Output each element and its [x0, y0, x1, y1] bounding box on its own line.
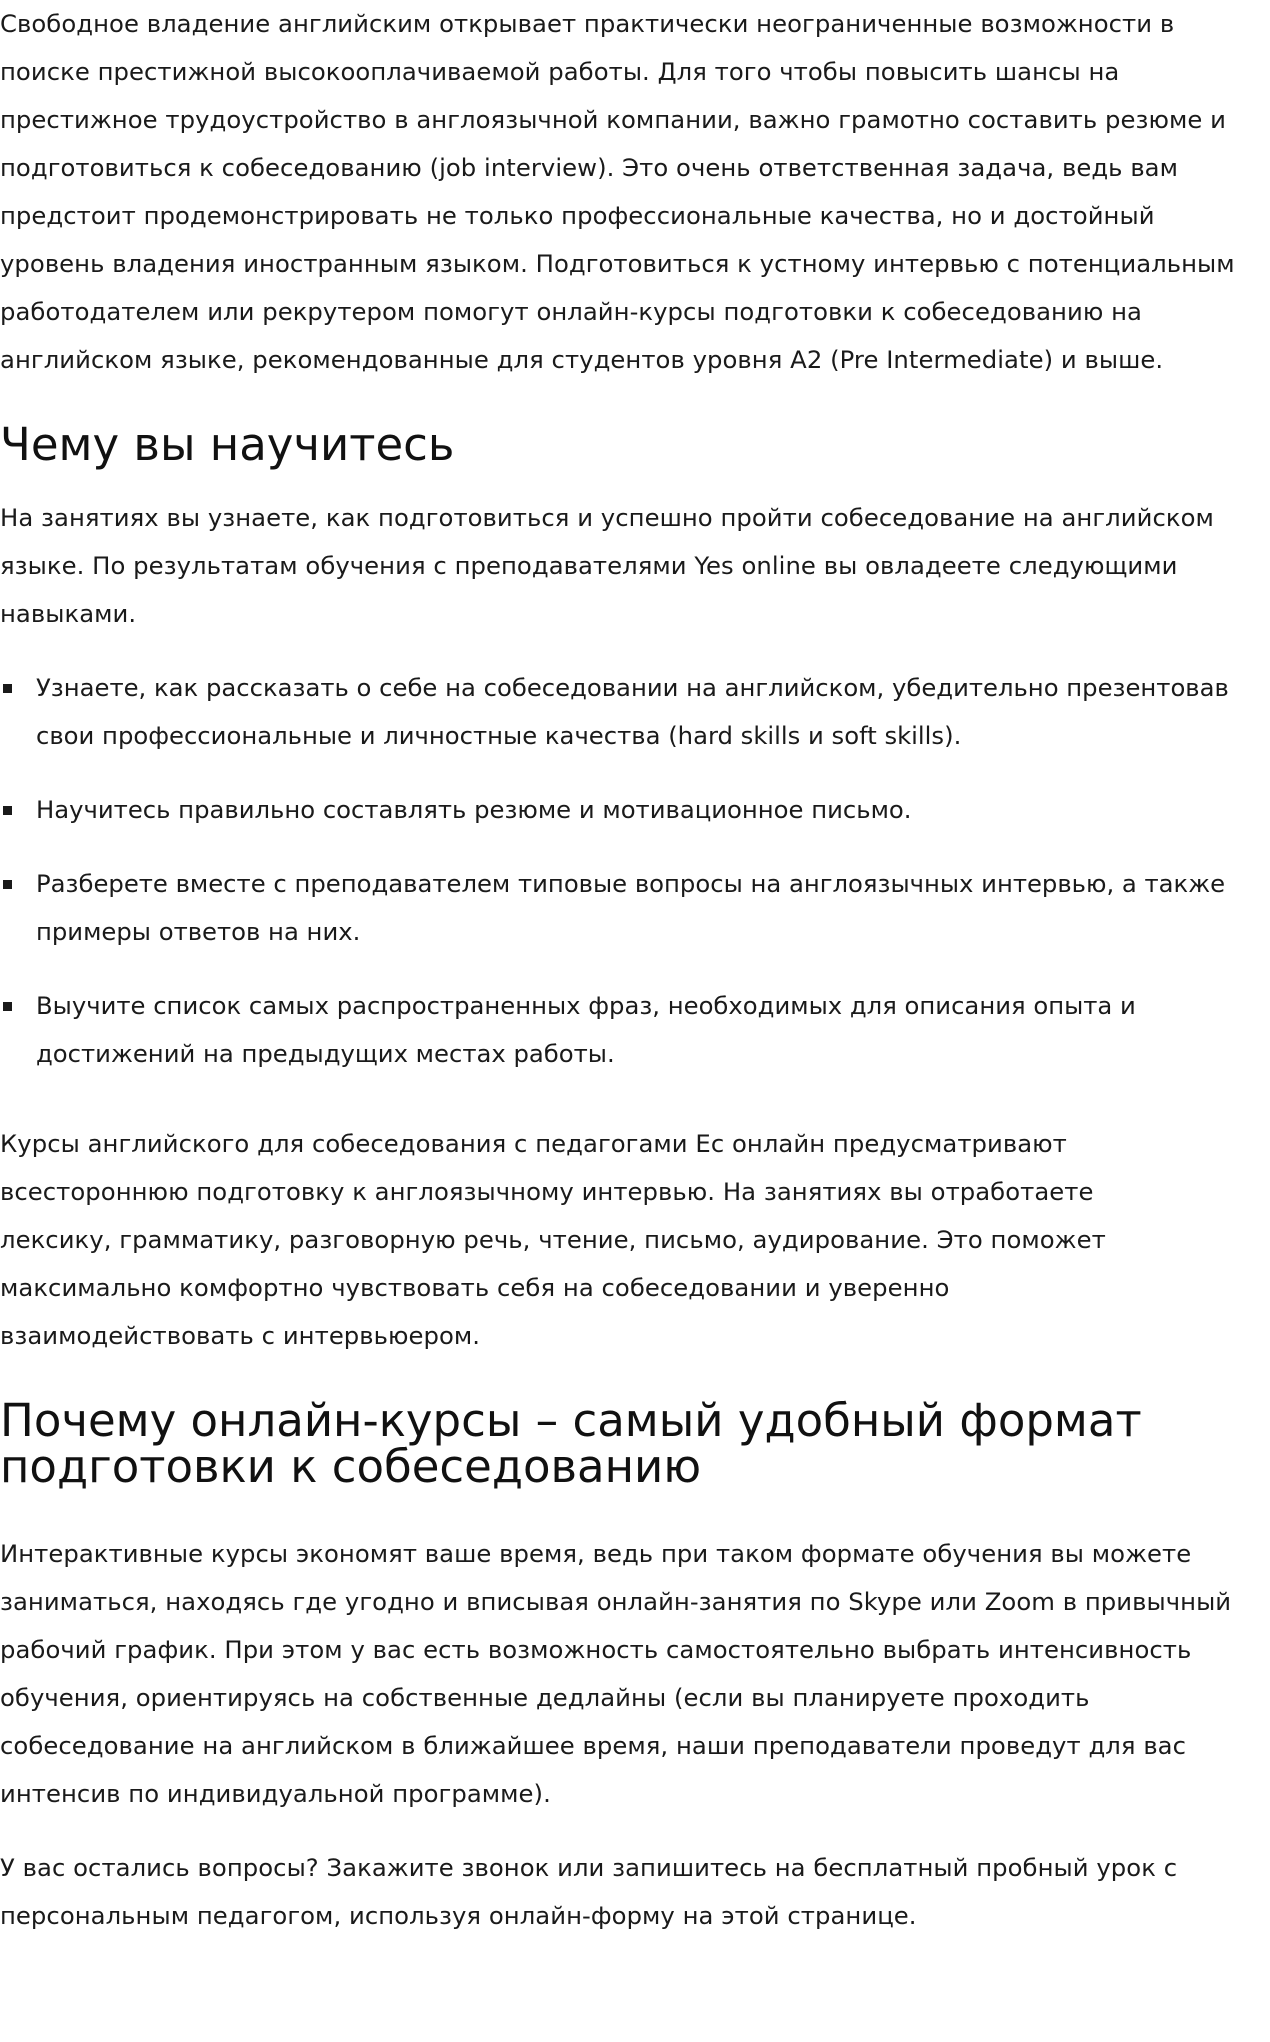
- section-title-why-online: Почему онлайн-курсы – самый удобный формат подготовки к собеседованию: [0, 1394, 1142, 1493]
- section1-lead-paragraph: На занятиях вы узнаете, как подготовиться и успешно пройти собеседование на английском языке. По результатам обучения с преподавателями Yes online вы овладеете следующими навыками.: [0, 503, 1214, 628]
- list-item-text: Узнаете, как рассказать о себе на собеседовании на английском, убедительно презентовав свои профессиональные и личностные качества (hard skills и soft skills).: [36, 673, 1229, 750]
- bullet-square-icon: [3, 684, 12, 693]
- list-item-text: Выучите список самых распространенных фраз, необходимых для описания опыта и достижений на предыдущих местах работы.: [36, 991, 1136, 1068]
- bullet-square-icon: [3, 880, 12, 889]
- section-title-what-you-learn: Чему вы научитесь: [0, 418, 455, 471]
- bullet-square-icon: [3, 806, 12, 815]
- list-item: [0, 982, 1240, 1078]
- section1-closing-paragraph: Курсы английского для собеседования с педагогами Ес онлайн предусматривают всестороннюю подготовку к англоязычному интервью. На занятиях вы отработаете лексику, грамматику, разговорную речь, чтение, письмо, аудирование. Это поможет максимально комфортно чувствовать себя на собеседовании и уверенно взаимодействовать с интервьюером.: [0, 1129, 1106, 1350]
- section2-body-paragraph: Интерактивные курсы экономят ваше время, ведь при таком формате обучения вы можете заниматься, находясь где угодно и вписывая онлайн-занятия по Skype или Zoom в привычный рабочий график. При этом у вас есть возможность самостоятельно выбрать интенсивность обучения, ориентируясь на собственные дедлайны (если вы планируете проходить собеседование на английском в ближайшее время, наши преподаватели проведут для вас интенсив по индивидуальной программе).: [0, 1539, 1232, 1808]
- list-item: [0, 860, 1240, 956]
- intro-paragraph: Свободное владение английским открывает практически неограниченные возможности в поиске престижной высокооплачиваемой работы. Для того чтобы повысить шансы на престижное трудоустройство в англоязычной компании, важно грамотно составить резюме и подготовиться к собеседованию (job interview). Это очень ответственная задача, ведь вам предстоит продемонстрировать не только профессиональные качества, но и достойный уровень владения иностранным языком. Подготовиться к устному интервью с потенциальным работодателем или рекрутером помогут онлайн-курсы подготовки к собеседованию на английском языке, рекомендованные для студентов уровня A2 (Pre Intermediate) и выше.: [0, 9, 1235, 374]
- list-item: [0, 664, 1240, 760]
- list-item-text: Разберете вместе с преподавателем типовые вопросы на англоязычных интервью, а также примеры ответов на них.: [36, 869, 1226, 946]
- list-item-text: Научитесь правильно составлять резюме и мотивационное письмо.: [36, 795, 912, 824]
- bullet-square-icon: [3, 1002, 12, 1011]
- skills-list: [0, 664, 1240, 1078]
- cta-paragraph: У вас остались вопросы? Закажите звонок или запишитесь на бесплатный пробный урок с персональным педагогом, используя онлайн-форму на этой странице.: [0, 1853, 1178, 1930]
- list-item: [0, 786, 1240, 834]
